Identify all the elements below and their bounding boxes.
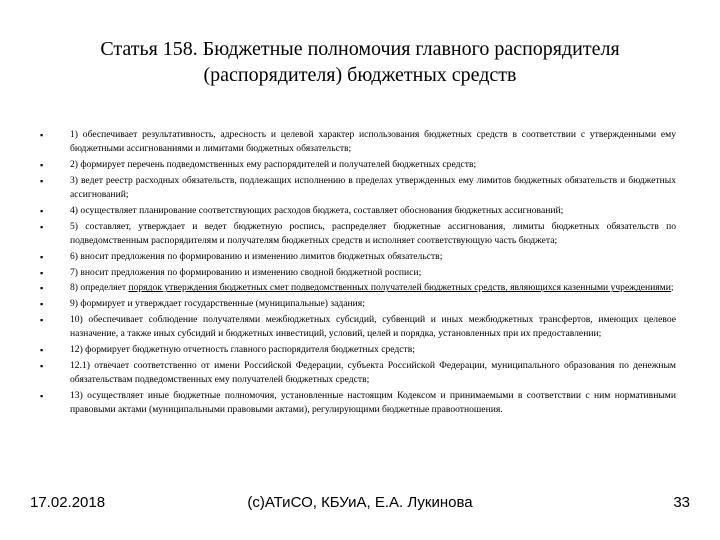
- list-item-text: 2) формирует перечень подведомственных ему распорядителей и получателей бюджетных средств;: [70, 159, 477, 171]
- list-item: [40, 313, 676, 342]
- bullet-icon: ▪: [40, 345, 44, 356]
- slide-title: [60, 36, 660, 88]
- list-item: [40, 204, 676, 218]
- bullet-icon: ▪: [40, 360, 44, 371]
- list-item-text-prefix: 8) определяет: [70, 282, 129, 294]
- powers-list: [40, 128, 676, 419]
- list-item: [40, 266, 676, 280]
- list-item: [40, 297, 676, 311]
- list-item-text: 1) обеспечивает результативность, адресность и целевой характер использования бюджетных средств в соответствии с утвержденными ему бюджетными ассигнованиями и лимитами бюджетных обязательств;: [70, 129, 676, 155]
- underlined-phrase: порядок утверждения бюджетных смет подведомственных получателей бюджетных средств, являющихся казенными учреждениями: [128, 282, 671, 294]
- bullet-icon: ▪: [40, 267, 44, 278]
- list-item-text: 12.1) отвечает соответственно от имени Российской Федерации, субъекта Российской Федерации, муниципального образования по денежным обязательствам подведомственных ему получателей бюджетных средств;: [70, 359, 676, 386]
- bullet-icon: ▪: [40, 391, 44, 402]
- list-item-text: 10) обеспечивает соблюдение получателями межбюджетных субсидий, субвенций и иных межбюджетных трансфертов, имеющих целевое назначение, а также иных субсидий и бюджетных инвестиций, условий, целей и порядка, установленных при их предоставлении;: [70, 314, 676, 340]
- list-item: [40, 128, 676, 157]
- list-item: [40, 389, 676, 418]
- list-item: [40, 250, 676, 264]
- footer-date: 17.02.2018: [30, 494, 106, 511]
- list-item-text: 13) осуществляет иные бюджетные полномочия, установленные настоящим Кодексом и принимаемыми в соответствии с ним нормативными правовыми актами (муниципальными правовыми актами), регулирующими бюджетные правоотношения.: [70, 390, 676, 416]
- slide-title-line-1: Статья 158. Бюджетные полномочия главного распорядителя: [100, 38, 620, 60]
- bullet-icon: ▪: [40, 130, 44, 140]
- bullet-icon: ▪: [40, 221, 44, 232]
- page-number: 33: [673, 494, 690, 511]
- bullet-icon: ▪: [40, 175, 44, 186]
- list-item: [40, 359, 676, 388]
- list-item: [40, 343, 676, 357]
- bullet-icon: ▪: [40, 283, 44, 294]
- list-item-text: 6) вносит предложения по формированию и изменению лимитов бюджетных обязательств;: [70, 250, 443, 262]
- list-item-text-suffix: ;: [670, 282, 674, 294]
- list-item-text: 5) составляет, утверждает и ведет бюджетную роспись, распределяет бюджетные ассигнования, лимиты бюджетных обязательств по подведомственным распорядителям и получателям бюджетных средств и исполняет соответствующую часть бюджета;: [70, 220, 676, 247]
- list-item: [40, 174, 676, 203]
- list-item-text: 4) осуществляет планирование соответствующих расходов бюджета, составляет обоснования бюджетных ассигнований;: [70, 204, 564, 216]
- bullet-icon: ▪: [40, 299, 44, 310]
- list-item: [40, 220, 676, 249]
- list-item: [40, 158, 676, 172]
- list-item-text: 9) формирует и утверждает государственные (муниципальные) задания;: [70, 298, 365, 310]
- bullet-icon: ▪: [40, 160, 44, 171]
- list-item-text: 12) формирует бюджетную отчетность главного распорядителя бюджетных средств;: [70, 344, 415, 356]
- footer-author: (с)АТиСО, КБУиА, Е.А. Лукинова: [247, 494, 473, 511]
- list-item-text: 3) ведет реестр расходных обязательств, подлежащих исполнению в пределах утвержденных ему лимитов бюджетных обязательств и бюджетных ассигнований;: [70, 174, 676, 201]
- list-item: [40, 281, 676, 295]
- bullet-icon: ▪: [40, 205, 44, 216]
- slide-title-line-2: (распорядителя) бюджетных средств: [203, 64, 517, 86]
- list-item-text: 7) вносит предложения по формированию и изменению сводной бюджетной росписи;: [70, 266, 422, 278]
- bullet-icon: ▪: [40, 315, 44, 326]
- bullet-icon: ▪: [40, 251, 44, 262]
